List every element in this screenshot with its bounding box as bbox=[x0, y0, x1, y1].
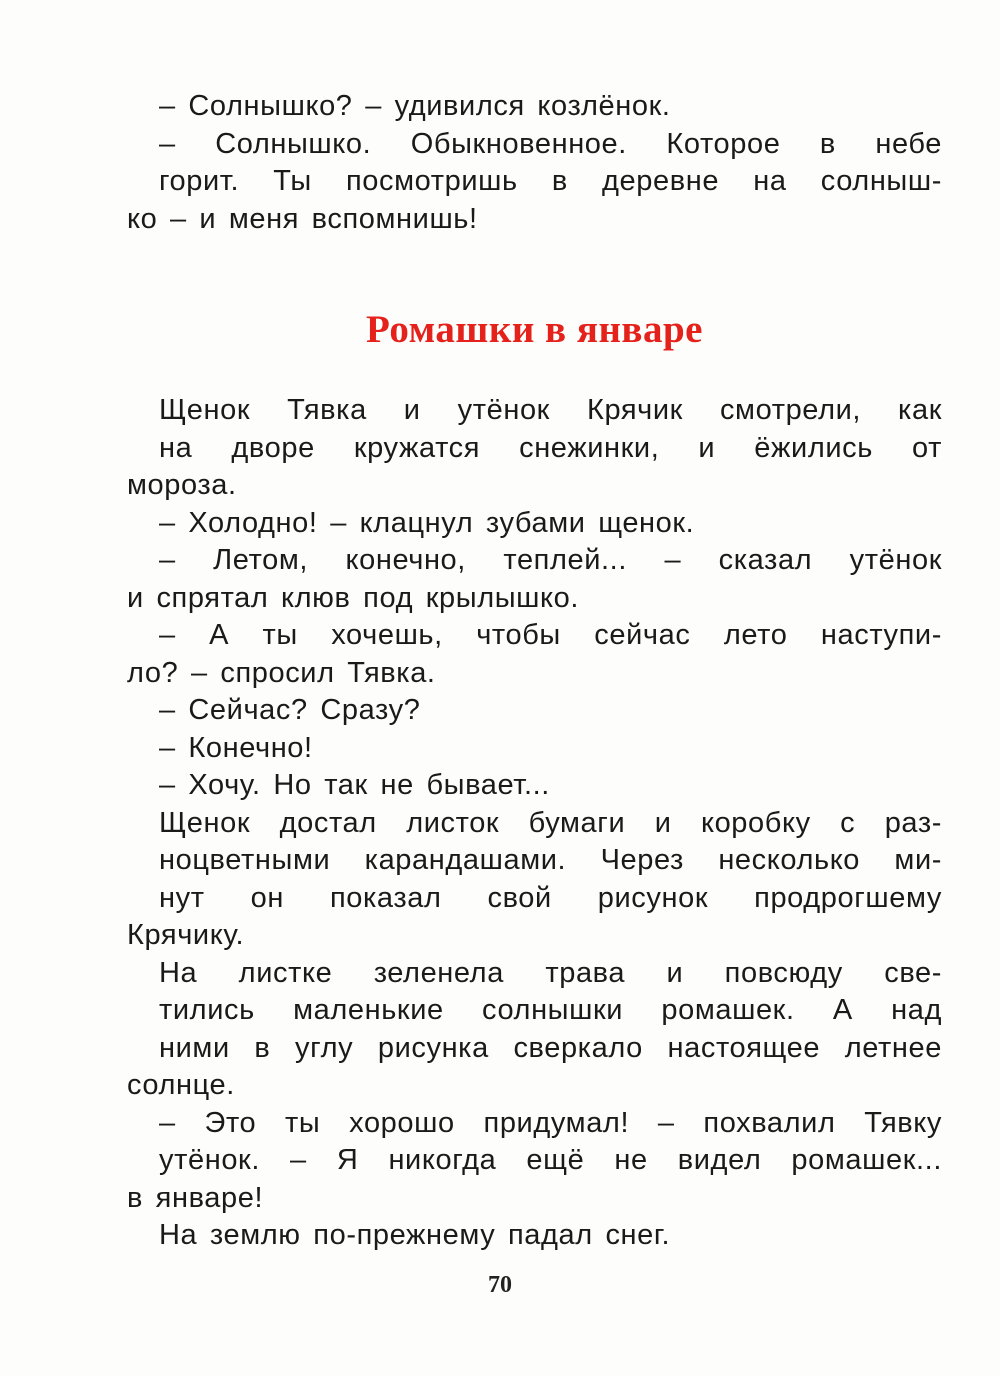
paragraph bbox=[127, 505, 942, 543]
text-line: Крячику. bbox=[127, 919, 245, 951]
story-title: Ромашки в январе bbox=[366, 308, 703, 351]
paragraph bbox=[127, 805, 942, 955]
text-line: – А ты хочешь, чтобы сейчас лето наступи- bbox=[159, 619, 942, 651]
text-line: мороза. bbox=[127, 469, 237, 501]
top-section bbox=[127, 88, 942, 238]
paragraph bbox=[127, 955, 942, 1105]
text-line: – Конечно! bbox=[159, 731, 313, 764]
text-line: горит. Ты посмотришь в деревне на солныш- bbox=[159, 165, 942, 197]
text-line: ноцветными карандашами. Через несколько ми- bbox=[159, 844, 942, 876]
paragraph bbox=[127, 767, 942, 805]
text-line: ло? – спросил Тявка. bbox=[127, 656, 436, 689]
text-line: и спрятал клюв под крылышко. bbox=[127, 581, 580, 614]
text-line: – Солнышко? – удивился козлёнок. bbox=[159, 90, 671, 122]
text-line: ко – и меня вспомнишь! bbox=[127, 202, 478, 235]
text-line: на дворе кружатся снежинки, и ёжились от bbox=[159, 431, 942, 464]
text-line: На листке зеленела трава и повсюду све- bbox=[159, 956, 942, 989]
text-line: ними в углу рисунка сверкало настоящее летнее bbox=[159, 1031, 942, 1064]
paragraph bbox=[127, 126, 942, 239]
paragraph bbox=[127, 392, 942, 505]
paragraph bbox=[127, 617, 942, 692]
text-line: солнце. bbox=[127, 1069, 235, 1101]
text-line: нут он показал свой рисунок продрогшему bbox=[159, 881, 942, 914]
text-line: – Это ты хорошо придумал! – похвалил Тявку bbox=[159, 1106, 942, 1139]
text-line: На землю по-прежнему падал снег. bbox=[159, 1219, 671, 1251]
paragraph bbox=[127, 542, 942, 617]
page-number: 70 bbox=[488, 1272, 512, 1298]
text-line: Щенок достал листок бумаги и коробку с раз- bbox=[159, 806, 942, 839]
paragraph bbox=[127, 88, 942, 126]
story-body bbox=[127, 392, 942, 1255]
paragraph bbox=[127, 730, 942, 768]
text-line: тились маленькие солнышки ромашек. А над bbox=[159, 994, 942, 1026]
text-line: – Хочу. Но так не бывает... bbox=[159, 769, 550, 801]
paragraph bbox=[127, 1105, 942, 1218]
text-line: – Холодно! – клацнул зубами щенок. bbox=[159, 506, 695, 539]
paragraph bbox=[127, 692, 942, 730]
text-line: – Летом, конечно, теплей... – сказал утёнок bbox=[159, 544, 942, 576]
text-line: утёнок. – Я никогда ещё не видел ромашек... bbox=[159, 1144, 942, 1176]
text-line: Щенок Тявка и утёнок Крячик смотрели, как bbox=[159, 394, 942, 426]
text-line: – Солнышко. Обыкновенное. Которое в небе bbox=[159, 127, 942, 160]
page-content bbox=[127, 88, 942, 1255]
paragraph bbox=[127, 1217, 942, 1255]
text-line: – Сейчас? Сразу? bbox=[159, 694, 421, 726]
text-line: в январе! bbox=[127, 1181, 264, 1214]
